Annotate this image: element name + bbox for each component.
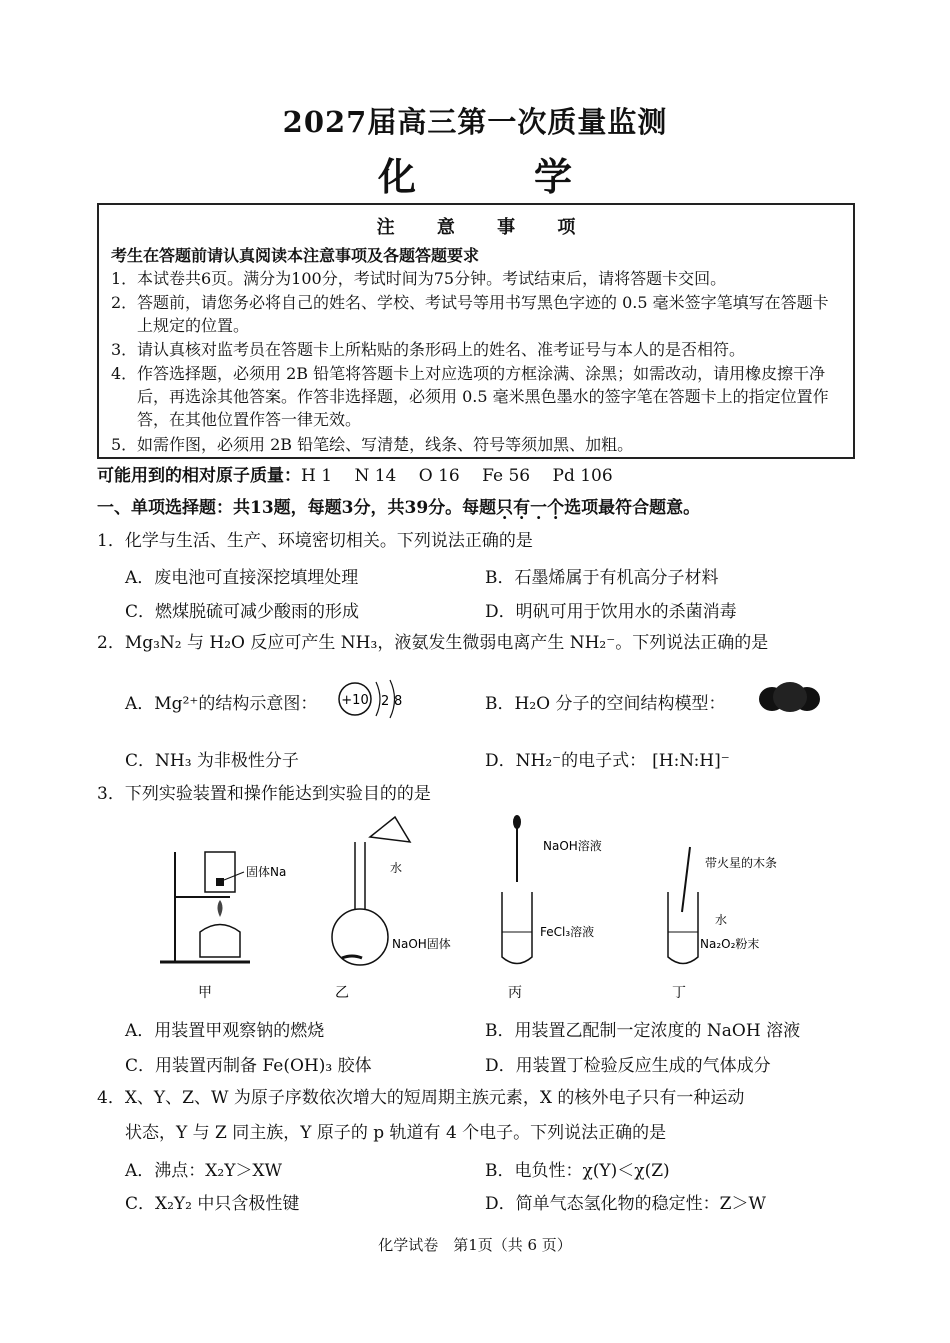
mg-ion-structure-diagram <box>330 672 410 727</box>
atomic-masses <box>97 464 613 488</box>
q3-option-b: B．用装置乙配制一定浓度的 NaOH 溶液 <box>485 1021 801 1041</box>
flame <box>218 900 223 917</box>
notice-item-text: 本试卷共6页。满分为100分，考试时间为75分钟。考试结束后，请将答题卡交回。 <box>137 269 727 288</box>
naoh-solid <box>342 956 362 958</box>
apparatus-jia <box>160 852 286 1001</box>
test-tube <box>502 892 532 964</box>
section-heading-text: 一、单项选择题：共13题，每题3分，共39分。每题 <box>97 498 497 518</box>
q1-option-b: B．石墨烯属于有机高分子材料 <box>485 568 719 588</box>
question-4-stem-line-2: 状态，Y 与 Z 同主族，Y 原子的 p 轨道有 4 个电子。下列说法正确的是 <box>125 1123 667 1143</box>
water-label: 水 <box>715 913 728 927</box>
shell-1-count: 2 <box>381 694 390 709</box>
q4-option-b: B．电负性：χ(Y)＜χ(Z) <box>485 1161 670 1181</box>
notice-item-number: 2． <box>111 293 138 312</box>
emphasis-char: 个 <box>547 498 565 518</box>
notice-item <box>111 338 846 361</box>
q2-option-d-label: D．NH₂⁻的电子式： <box>485 751 647 771</box>
q3-option-d: D．用装置丁检验反应生成的气体成分 <box>485 1056 771 1076</box>
emphasis-char: 只 <box>496 498 514 518</box>
subject-title: 化 学 <box>377 154 612 199</box>
section-heading <box>97 496 700 520</box>
exam-title: 2027届高三第一次质量监测 <box>282 105 668 139</box>
apparatus-bing-label: 丙 <box>508 985 522 1001</box>
notice-heading: 注 意 事 项 <box>376 217 594 238</box>
apparatus-yi-label: 乙 <box>335 985 349 1001</box>
notice-requirement: 考生在答题前请认真阅读本注意事项及各题答题要求 <box>111 246 480 265</box>
label-line <box>224 872 244 880</box>
q4-option-d: D．简单气态氢化物的稳定性：Z＞W <box>485 1194 766 1214</box>
notice-item-text: 请认真核对监考员在答题卡上所粘贴的条形码上的姓名、准考证号与本人的是否相符。 <box>137 340 746 359</box>
page-footer: 化学试卷 第1页（共 6 页） <box>378 1236 572 1254</box>
naoh-solid-label: NaOH固体 <box>392 937 451 951</box>
notice-item-text: 如需作图，必须用 2B 铅笔绘、写清楚，线条、符号等须加黑、加粗。 <box>137 435 634 454</box>
q3-option-a: A．用装置甲观察钠的燃烧 <box>125 1021 325 1041</box>
notice-item-text: 答题前，请您务必将自己的姓名、学校、考试号等用书写黑色字迹的 0.5 毫米签字笔填写在答题卡上规定的位置。 <box>137 293 829 335</box>
oxygen-atom <box>773 682 807 712</box>
question-4-stem-line-1: 4．X、Y、Z、W 为原子序数依次增大的短周期主族元素，X 的核外电子只有一种运动 <box>97 1088 745 1108</box>
dropper-bulb <box>513 815 521 829</box>
pouring-beaker <box>370 817 410 842</box>
water-label: 水 <box>390 861 403 875</box>
atomic-masses-label: 可能用到的相对原子质量： <box>97 466 301 486</box>
sodium-label: 固体Na <box>246 865 287 879</box>
fecl3-solution-label: FeCl₃溶液 <box>540 925 595 939</box>
q3-option-c: C．用装置丙制备 Fe(OH)₃ 胶体 <box>125 1056 372 1076</box>
apparatus-figure <box>120 812 840 1012</box>
q2-option-a: A．Mg²⁺的结构示意图： <box>125 694 318 714</box>
peroxide-powder-label: Na₂O₂粉末 <box>700 937 760 951</box>
q4-option-c: C．X₂Y₂ 中只含极性键 <box>125 1194 300 1214</box>
nucleus-charge: +10 <box>341 693 369 708</box>
notice-item <box>111 267 846 290</box>
atomic-masses-values: H 1 N 14 O 16 Fe 56 Pd 106 <box>301 466 613 486</box>
notice-item <box>111 362 846 431</box>
water-molecule-model <box>755 682 825 716</box>
notice-item-number: 5． <box>111 435 138 454</box>
q1-option-d: D．明矾可用于饮用水的杀菌消毒 <box>485 602 737 622</box>
alcohol-lamp <box>200 925 240 958</box>
naoh-solution-label: NaOH溶液 <box>543 839 602 853</box>
sodium-solid <box>216 878 224 886</box>
notice-item-text: 作答选择题，必须用 2B 铅笔将答题卡上对应选项的方框涂满、涂黑；如需改动，请用橡皮擦干净后，再选涂其他答案。作答非选择题，必须用 0.5 毫米黑色墨水的签字笔在答题卡上的指定位置作答，在其他位置作答一律无效。 <box>137 364 829 429</box>
emphasis-char: 一 <box>530 498 548 518</box>
electron-shell-1 <box>376 682 380 716</box>
notice-item-number: 1． <box>111 269 138 288</box>
q2-option-b: B．H₂O 分子的空间结构模型： <box>485 694 726 714</box>
question-3-stem: 3．下列实验装置和操作能达到实验目的的是 <box>97 784 431 804</box>
q1-option-a: A．废电池可直接深挖填埋处理 <box>125 568 359 588</box>
apparatus-ding <box>668 847 777 1001</box>
notice-item <box>111 291 846 337</box>
emphasis-char: 有 <box>513 498 531 518</box>
glowing-splint <box>682 847 690 912</box>
apparatus-bing <box>502 815 602 1001</box>
electron-formula: [H:N:H]⁻ <box>652 751 730 771</box>
section-heading-text: 选项最符合题意。 <box>564 498 701 518</box>
apparatus-yi <box>332 817 451 1001</box>
question-2-stem: 2．Mg₃N₂ 与 H₂O 反应可产生 NH₃，液氨发生微弱电离产生 NH₂⁻。下列说法正确的是 <box>97 633 769 653</box>
notice-item <box>111 433 846 456</box>
notice-item-number: 3． <box>111 340 138 359</box>
apparatus-jia-label: 甲 <box>198 985 212 1001</box>
splint-label: 带火星的木条 <box>705 856 778 870</box>
shell-2-count: 8 <box>394 694 403 709</box>
q4-option-a: A．沸点：X₂Y＞XW <box>125 1161 282 1181</box>
notice-item-number: 4． <box>111 364 138 383</box>
notice-box <box>97 203 855 459</box>
apparatus-ding-label: 丁 <box>672 985 686 1001</box>
q1-option-c: C．燃煤脱硫可减少酸雨的形成 <box>125 602 360 622</box>
q2-option-d <box>485 746 730 771</box>
q2-option-c: C．NH₃ 为非极性分子 <box>125 751 299 771</box>
question-1-stem: 1．化学与生活、生产、环境密切相关。下列说法正确的是 <box>97 531 533 551</box>
